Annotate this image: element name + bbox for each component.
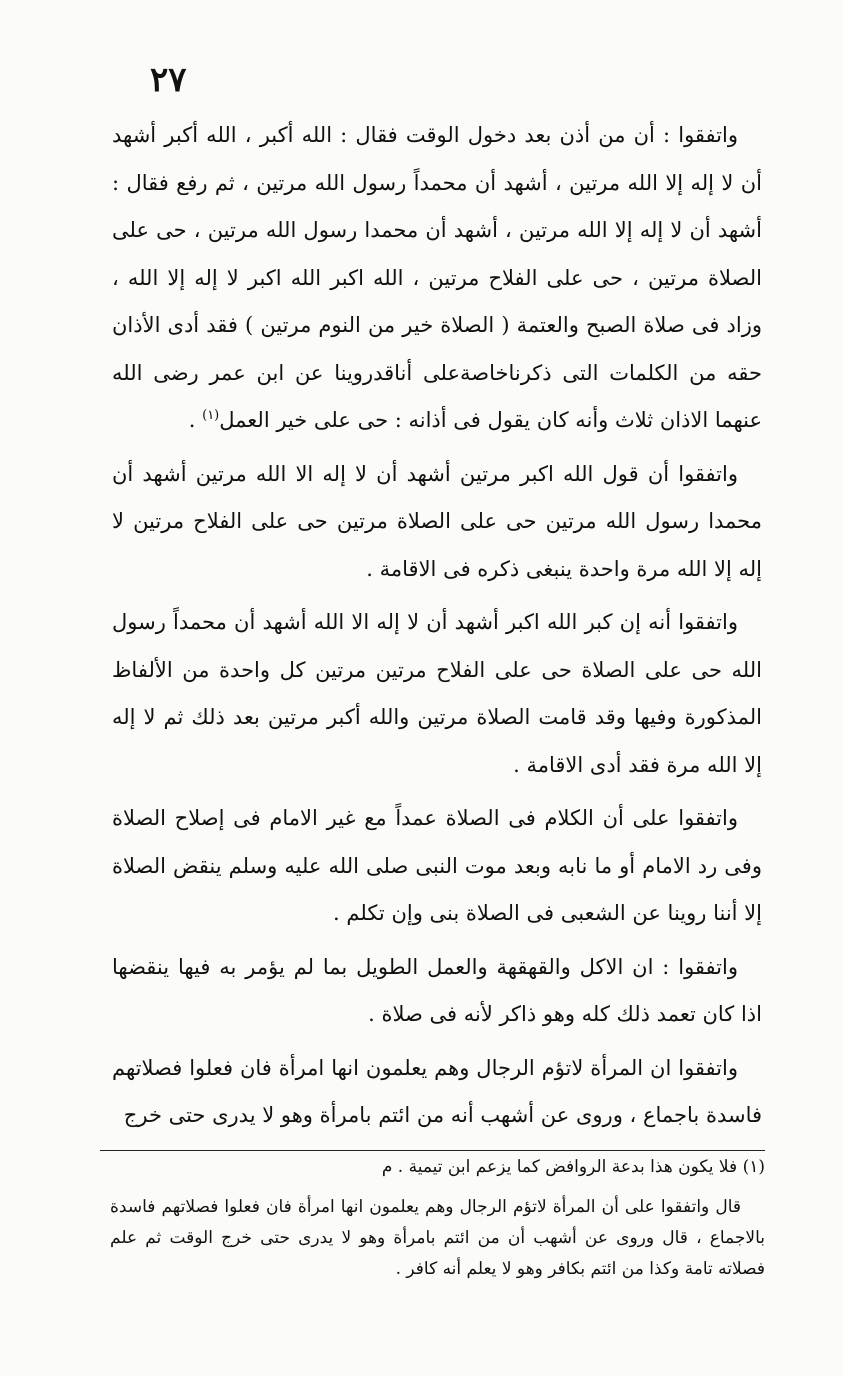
paragraph: واتفقوا أنه إن كبر الله اكبر أشهد أن لا إله الا الله أشهد أن محمداً رسول الله حى على الصلاة حى على الفلاح مرتين مرتين كل واحدة من الألفاظ المذكورة وفيها وقد قامت الصلاة مرتين والله أكبر مرتين بعد ذلك ثم لا إله إلا الله مرة فقد أدى الاقامة . bbox=[112, 610, 762, 777]
paragraph: واتفقوا ان المرأة لاتؤم الرجال وهم يعلمون انها امرأة فان فعلوا فصلاتهم فاسدة باجماع ، وروى عن أشهب أنه من ائتم بامرأة وهو لا يدرى حتى خرج bbox=[112, 1055, 762, 1127]
footnote-marker: (١) bbox=[202, 408, 220, 423]
page-number: ٢٧ bbox=[150, 60, 187, 100]
paragraph bbox=[112, 112, 762, 445]
footnote: (١) فلا يكون هذا بدعة الروافض كما يزعم ابن تيمية . م bbox=[381, 1157, 765, 1177]
paragraph: واتفقوا أن قول الله اكبر مرتين أشهد أن لا إله الا الله مرتين أشهد أن محمدا رسول الله مرتين حى على الصلاة مرتين حى على الفلاح مرتين لا إله إلا الله مرة واحدة ينبغى ذكره فى الاقامة . bbox=[112, 461, 762, 581]
paragraph: واتفقوا على أن الكلام فى الصلاة عمداً مع غير الامام فى إصلاح الصلاة وفى رد الامام أو ما نابه وبعد موت النبى صلى الله عليه وسلم ينقض الصلاة إلا أننا روينا عن الشعبى فى الصلاة بنى وإن تكلم . bbox=[112, 806, 762, 925]
paragraph: واتفقوا : ان الاكل والقهقهة والعمل الطويل بما لم يؤمر به فيها ينقضها اذا كان تعمد ذلك كله وهو ذاكر لأنه فى صلاة . bbox=[112, 954, 762, 1026]
paragraph-end: . bbox=[188, 408, 196, 432]
editor-note bbox=[110, 1192, 765, 1285]
main-text bbox=[112, 112, 762, 1140]
footnote-divider bbox=[100, 1150, 765, 1151]
paragraph-text: واتفقوا : أن من أذن بعد دخول الوقت فقال : الله أكبر ، الله أكبر أشهد أن لا إله إلا الله مرتين ، أشهد أن محمداً رسول الله مرتين ، ثم رفع فقال : أشهد أن لا إله إلا الله مرتين ، أشهد أن محمدا رسول الله مرتين ، حى على الصلاة مرتين ، حى على الفلاح مرتين ، الله اكبر الله اكبر لا إله إلا الله ، وزاد فى صلاة الصبح والعتمة ( الصلاة خير من النوم مرتين ) فقد أدى الأذان حقه من الكلمات التى ذكرناخاصةعلى أناقدروينا عن ابن عمر رضى الله عنهما الاذان ثلاث وأنه كان يقول فى أذانه : حى على خير العمل bbox=[112, 123, 762, 432]
editor-note-text: قال واتفقوا على أن المرأة لاتؤم الرجال وهم يعلمون انها امرأة فان فعلوا فصلاتهم فاسدة بالاجماع ، قال وروى عن أشهب أن من ائتم بامرأة وهو لا يدرى حتى خرج الوقت ثم علم فصلاته تامة وكذا من ائتم بكافر وهو لا يعلم أنه كافر . bbox=[110, 1197, 765, 1279]
